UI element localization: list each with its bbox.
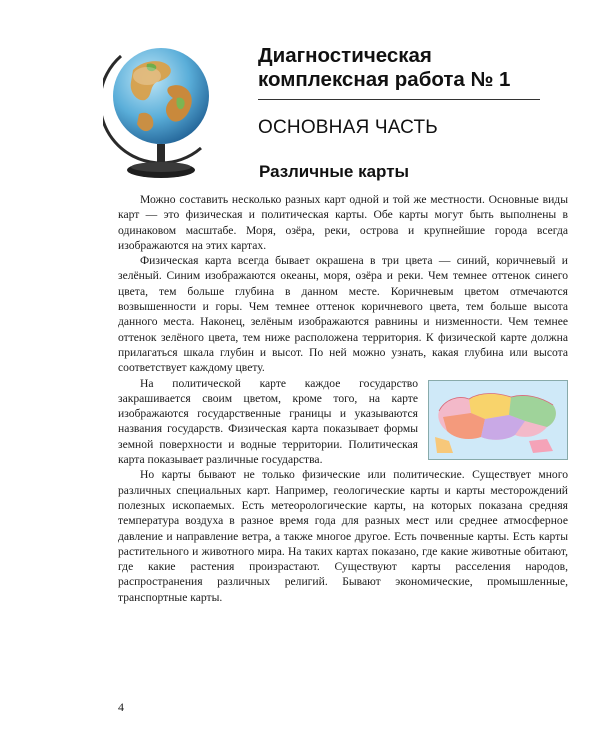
- globe-illustration: [103, 36, 219, 182]
- political-map-image: [428, 380, 568, 460]
- paragraph-2: Физическая карта всегда бывает окрашена в три цвета — синий, коричневый и зелёный. Синим изображаются океаны, моря, озёра и реки. Чем темнее оттенок синего цвета, тем больше глубина в данном месте. Коричневым цветом отмечаются возвышенности и горы. Чем темнее оттенок коричневого цвета, тем больше высота данного места. Наконец, зелёным изображаются равнины и низменности. Чем темнее оттенок зелёного цвета, тем ниже расположена территория. К физической карте должна прилагаться шкала глубин и высот. По ней можно узнать, какая глубина или высота соответствует каждому цвету.: [118, 254, 568, 375]
- political-map-icon: [429, 381, 567, 459]
- part-label: ОСНОВНАЯ ЧАСТЬ: [258, 117, 438, 138]
- paragraph-1: Можно составить несколько разных карт одной и той же местности. Основные виды карт — это физическая и политическая карты. Обе карты могут быть выполнены в одинаковом масштабе. Моря, озёра, реки, острова и крупнейшие города всегда изображаются на этих картах.: [118, 193, 568, 252]
- heading-block: [258, 44, 548, 139]
- globe-icon: [103, 36, 219, 182]
- paragraph-4: Но карты бывают не только физические или политические. Существует много различных специальных карт. Например, геологические карты и карты месторождений полезных ископаемых. Есть метеорологические карты, на которых показана средняя температура воздуха в разное время года для разных мест или среднее атмосферное давление и направление ветра, а также многое другое. Есть почвенные карты. Есть карты растительного и животного мира. На таких картах показано, где какие животные обитают, где какие растения произрастают. Существуют карты расселения народов, распространения различных религий. Бывают экономические, промышленные, транспортные карты.: [118, 468, 568, 604]
- work-title-line-2: комплексная работа № 1: [258, 68, 511, 91]
- section-title: Различные карты: [259, 162, 410, 181]
- title-divider: [258, 99, 540, 100]
- page-number: 4: [118, 700, 124, 714]
- paragraph-3: На политической карте каждое государство закрашивается своим цветом, кроме того, на карте изображаются государственные границы и указываются названия государств. Физическая карта показывает формы земной поверхности и водные территории. Политическая карта показывает различные государства.: [118, 376, 418, 467]
- work-title: [258, 44, 548, 92]
- work-title-line-1: Диагностическая: [258, 44, 432, 67]
- body-text: [118, 192, 568, 605]
